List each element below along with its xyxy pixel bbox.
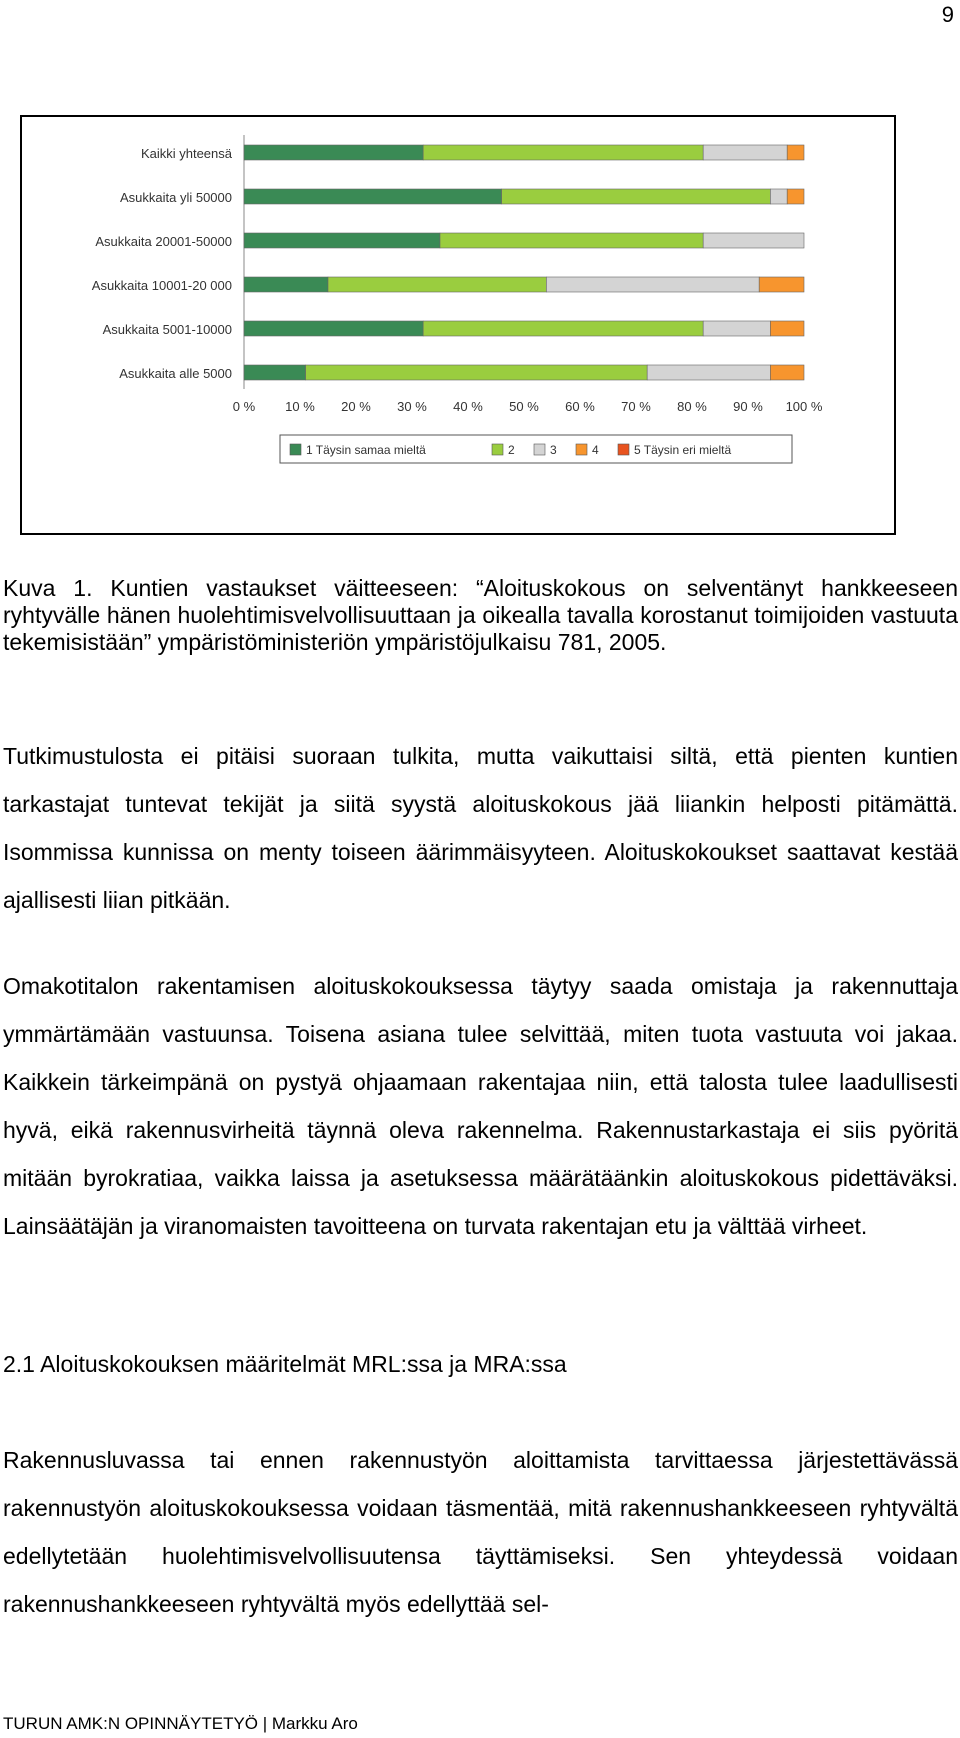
bar-segment bbox=[546, 277, 759, 292]
paragraph-1: Tutkimustulosta ei pitäisi suoraan tulkita, mutta vaikuttaisi siltä, että pienten kuntien tarkastajat tuntevat tekijät ja siitä syystä aloituskokous jää liiankin helposti pitämättä. Isommissa kunnissa on menty toiseen äärimmäisyyteen. Aloituskokoukset saattavat kestää ajallisesti liian pitkään. bbox=[3, 743, 958, 913]
bar-segment bbox=[502, 189, 771, 204]
bar-segment bbox=[787, 145, 804, 160]
x-tick-label: 100 % bbox=[785, 399, 823, 414]
legend-swatch bbox=[492, 444, 503, 455]
bar-segment bbox=[703, 233, 804, 248]
bar-segment bbox=[306, 365, 648, 380]
paragraph-3: Rakennusluvassa tai ennen rakennustyön aloittamista tarvittaessa järjestettävässä rakennustyön aloituskokouksessa voidaan täsmentää, mitä rakennushankkeeseen ryhtyvältä edellytetään huolehtimisvelvollisuutensa täyttämiseksi. Sen yhteydessä voidaan rakennushankkeeseen ryhtyvältä myös edellyttää sel- bbox=[3, 1447, 958, 1617]
x-tick-label: 40 % bbox=[453, 399, 483, 414]
bar-segment bbox=[423, 321, 703, 336]
x-tick-label: 90 % bbox=[733, 399, 763, 414]
legend-label: 1 Täysin samaa mieltä bbox=[306, 443, 426, 457]
bar-segment bbox=[244, 189, 502, 204]
legend-swatch bbox=[618, 444, 629, 455]
category-label: Asukkaita 5001-10000 bbox=[102, 322, 232, 337]
legend-label: 3 bbox=[550, 443, 557, 457]
x-tick-label: 80 % bbox=[677, 399, 707, 414]
paragraph-2: Omakotitalon rakentamisen aloituskokouksessa täytyy saada omistaja ja rakennuttaja ymmärtämään vastuunsa. Toisena asiana tulee selvittää, miten tuota vastuuta voi jakaa. Kaikkein tärkeimpänä on pystyä ohjaamaan rakentajaa niin, että talosta tulee laadullisesti hyvä, eikä rakennusvirheitä täynnä oleva rakennelma. Rakennustarkastaja ei siis pyöritä mitään byrokratiaa, vaikka laissa ja asetuksessa määrätäänkin aloituskokous pidettäväksi. Lainsäätäjän ja viranomaisten tavoitteena on turvata rakentajan etu ja välttää virheet. bbox=[3, 973, 958, 1239]
category-label: Asukkaita alle 5000 bbox=[119, 366, 232, 381]
x-tick-label: 60 % bbox=[565, 399, 595, 414]
figure-caption: Kuva 1. Kuntien vastaukset väitteeseen: “Aloituskokous on selventänyt hankkeeseen ryhtyvälle hänen huolehtimisvelvollisuuttaan ja oikealla tavalla korostanut toimijoiden vastuuta tekemisistään” ympäristöministeriön ympäristöjulkaisu 781, 2005. bbox=[3, 575, 958, 655]
x-tick-label: 30 % bbox=[397, 399, 427, 414]
legend-label: 4 bbox=[592, 443, 599, 457]
x-tick-label: 70 % bbox=[621, 399, 651, 414]
page-footer: TURUN AMK:N OPINNÄYTETYÖ | Markku Aro bbox=[3, 1714, 358, 1733]
bar-segment bbox=[328, 277, 546, 292]
bar-segment bbox=[244, 277, 328, 292]
category-label: Asukkaita 20001-50000 bbox=[95, 234, 232, 249]
legend-swatch bbox=[534, 444, 545, 455]
bar-segment bbox=[440, 233, 703, 248]
legend-swatch bbox=[290, 444, 301, 455]
legend-label: 5 Täysin eri mieltä bbox=[634, 443, 732, 457]
bar-segment bbox=[770, 189, 787, 204]
bar-segment bbox=[703, 145, 787, 160]
bar-segment bbox=[759, 277, 804, 292]
x-tick-label: 10 % bbox=[285, 399, 315, 414]
figure-chart bbox=[20, 115, 896, 535]
page-number: 9 bbox=[941, 2, 954, 27]
stacked-bar-chart bbox=[22, 117, 894, 533]
x-tick-label: 0 % bbox=[232, 399, 256, 414]
x-tick-label: 20 % bbox=[341, 399, 371, 414]
bar-segment bbox=[647, 365, 770, 380]
x-tick-label: 50 % bbox=[509, 399, 539, 414]
bar-segment bbox=[703, 321, 770, 336]
bar-segment bbox=[787, 189, 804, 204]
bar-segment bbox=[244, 145, 423, 160]
bar-segment bbox=[770, 365, 804, 380]
category-label: Asukkaita 10001-20 000 bbox=[91, 278, 232, 293]
bar-segment bbox=[244, 321, 423, 336]
bar-segment bbox=[244, 365, 306, 380]
category-label: Asukkaita yli 50000 bbox=[119, 190, 232, 205]
legend-swatch bbox=[576, 444, 587, 455]
bar-segment bbox=[770, 321, 804, 336]
bar-segment bbox=[244, 233, 440, 248]
section-heading: 2.1 Aloituskokouksen määritelmät MRL:ssa ja MRA:ssa bbox=[3, 1351, 567, 1377]
category-label: Kaikki yhteensä bbox=[140, 146, 232, 161]
legend-label: 2 bbox=[508, 443, 515, 457]
bar-segment bbox=[423, 145, 703, 160]
